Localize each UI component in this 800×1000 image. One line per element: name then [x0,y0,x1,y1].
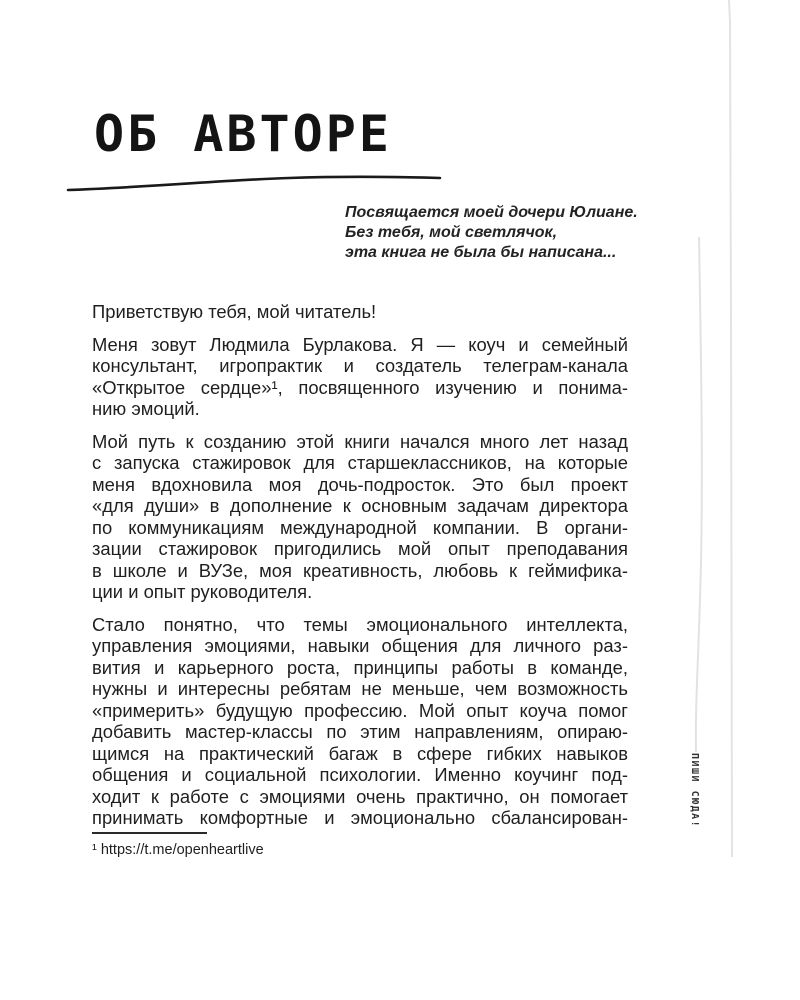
chapter-title: ОБ АВТОРЕ [94,105,392,163]
text-line: зации стажировок пригодились мой опыт преподавания [92,538,628,559]
dedication-line: Посвящается моей дочери Юлиане. [345,204,638,221]
text-line: по коммуникациям международной компании. В органи- [92,516,628,538]
text-line: нию эмоций. [92,398,200,419]
footnote [92,842,264,858]
text-line: принимать комфортные и эмоционально сбалансирован- [92,807,628,828]
footnote-marker: ¹ [92,842,97,858]
dedication [345,203,638,263]
margin-squiggle-line [690,232,706,762]
title-underline-stroke [64,172,444,194]
text-line: щимся на практический багаж в сфере гибких навыков [92,742,628,764]
text-line: в школе и ВУЗе, моя креативность, любовь к геймифика- [92,559,628,581]
paragraph [92,431,628,603]
margin-note: ПИШИ СЮДА! [689,753,700,829]
text-line: Приветствую тебя, мой читатель! [92,301,377,322]
text-line: ции и опыт руководителя. [92,581,313,602]
paragraph [92,614,628,829]
text-line: общения и социальной психологии. Именно коучинг под- [92,764,628,785]
text-line: управления эмоциями, навыки общения для личного раз- [92,635,628,656]
body-text [92,301,628,840]
footnote-url: https://t.me/openheartlive [100,842,264,858]
text-line: вития и карьерного роста, принципы работы в команде, [92,656,628,678]
text-line: «для души» в дополнение к основным задачам директора [92,495,628,516]
dedication-line: эта книга не была бы написана... [345,244,617,261]
text-line: Меня зовут Людмила Бурлакова. Я — коуч и семейный [92,333,628,355]
text-line: с запуска стажировок для старшеклассников, на которые [92,452,628,473]
dedication-line: Без тебя, мой светлячок, [345,224,558,241]
footnote-rule [92,832,207,834]
text-line: «примерить» будущую профессию. Мой опыт коуча помог [92,699,628,721]
text-line: консультант, игропрактик и создатель телеграм-канала [92,355,628,376]
paragraph [92,301,628,323]
text-line: «Открытое сердце»¹, посвященного изучению и понима- [92,376,628,398]
text-line: Стало понятно, что темы эмоционального интеллекта, [92,613,628,635]
text-line: Мой путь к созданию этой книги начался много лет назад [92,430,628,452]
text-line: ходит к работе с эмоциями очень практично, он помогает [92,785,628,807]
paragraph [92,334,628,420]
text-line: меня вдохновила моя дочь-подросток. Это был проект [92,473,628,495]
text-line: нужны и интересны ребятам не меньше, чем возможность [92,678,628,699]
text-line: добавить мастер-классы по этим направлениям, опираю- [92,721,628,742]
page-edge-line [724,0,738,860]
